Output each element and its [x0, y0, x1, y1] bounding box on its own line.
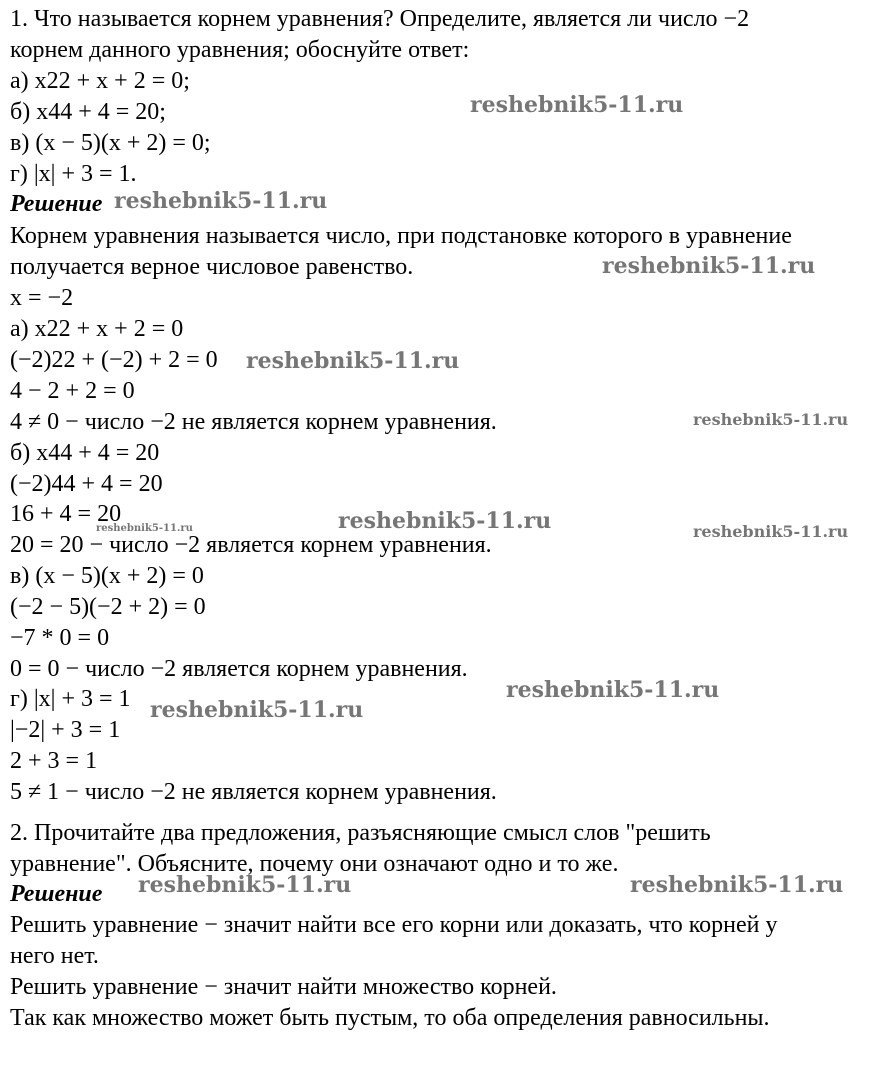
answer-2-line-2: него нет. [10, 943, 99, 969]
answer-2-line-1: Решить уравнение − значит найти все его корни или доказать, что корней у [10, 912, 778, 938]
check-a-substitution: (−2)22 + (−2) + 2 = 0 [10, 347, 218, 373]
watermark: reshebnik5-11.ru [338, 508, 552, 534]
watermark: reshebnik5-11.ru [693, 522, 849, 541]
watermark: reshebnik5-11.ru [246, 348, 460, 374]
check-g-equation: г) |x| + 3 = 1 [10, 686, 131, 712]
question-2-line-1: 2. Прочитайте два предложения, разъясняющие смысл слов "решить [10, 820, 711, 846]
check-b-computation: 16 + 4 = 20 [10, 501, 122, 527]
answer-2-line-3: Решить уравнение − значит найти множество корней. [10, 974, 557, 1000]
definition-line-1: Корнем уравнения называется число, при подстановке которого в уравнение [10, 223, 792, 249]
watermark: reshebnik5-11.ru [114, 188, 328, 214]
equation-v: в) (x − 5)(x + 2) = 0; [10, 130, 211, 156]
check-g-computation: 2 + 3 = 1 [10, 748, 98, 774]
equation-b: б) x44 + 4 = 20; [10, 99, 166, 125]
check-v-substitution: (−2 − 5)(−2 + 2) = 0 [10, 594, 206, 620]
check-v-computation: −7 * 0 = 0 [10, 625, 110, 651]
watermark: reshebnik5-11.ru [470, 92, 684, 118]
answer-2-line-4: Так как множество может быть пустым, то оба определения равносильны. [10, 1005, 770, 1031]
check-b-equation: б) x44 + 4 = 20 [10, 440, 160, 466]
question-1-line-2: корнем данного уравнения; обоснуйте ответ: [10, 37, 470, 63]
check-v-equation: в) (x − 5)(x + 2) = 0 [10, 563, 204, 589]
check-g-conclusion: 5 ≠ 1 − число −2 не является корнем уравнения. [10, 779, 497, 805]
question-2-line-2: уравнение". Объясните, почему они означают одно и то же. [10, 851, 619, 877]
definition-line-2: получается верное числовое равенство. [10, 254, 414, 280]
check-v-conclusion: 0 = 0 − число −2 является корнем уравнения. [10, 656, 468, 682]
check-a-equation: а) x22 + x + 2 = 0 [10, 316, 184, 342]
watermark: reshebnik5-11.ru [602, 253, 816, 279]
watermark: reshebnik5-11.ru [138, 872, 352, 898]
check-a-conclusion: 4 ≠ 0 − число −2 не является корнем уравнения. [10, 409, 497, 435]
check-b-substitution: (−2)44 + 4 = 20 [10, 471, 163, 497]
watermark: reshebnik5-11.ru [506, 677, 720, 703]
x-value: x = −2 [10, 285, 74, 311]
solution-heading-1: Решение [10, 191, 103, 217]
check-g-substitution: |−2| + 3 = 1 [10, 717, 121, 743]
watermark: reshebnik5-11.ru [693, 410, 849, 429]
watermark: reshebnik5-11.ru [150, 697, 364, 723]
watermark: reshebnik5-11.ru [630, 872, 844, 898]
equation-g: г) |x| + 3 = 1. [10, 161, 137, 187]
solution-heading-2: Решение [10, 881, 103, 907]
equation-a: а) x22 + x + 2 = 0; [10, 68, 190, 94]
question-1-line-1: 1. Что называется корнем уравнения? Определите, является ли число −2 [10, 6, 750, 32]
watermark: reshebnik5-11.ru [96, 523, 193, 534]
check-a-computation: 4 − 2 + 2 = 0 [10, 378, 135, 404]
check-b-conclusion: 20 = 20 − число −2 является корнем уравнения. [10, 532, 492, 558]
